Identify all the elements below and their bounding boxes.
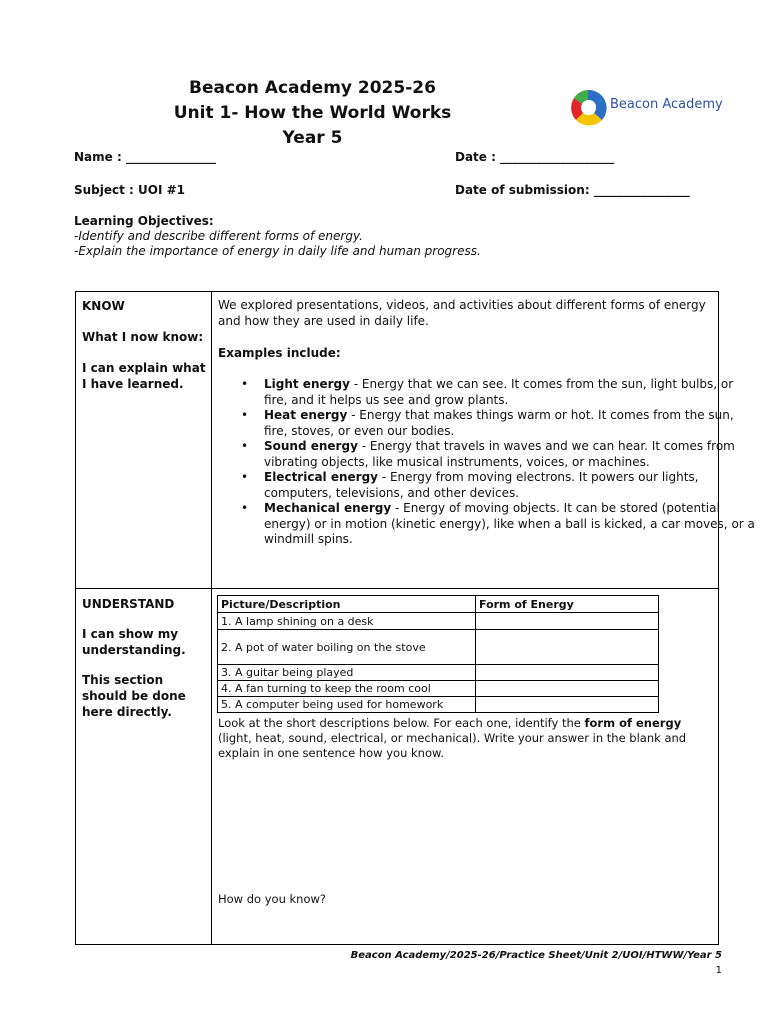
energy-list (218, 377, 759, 548)
answer-cell[interactable] (476, 630, 659, 665)
subject-field: Subject : UOI #1 (74, 183, 186, 197)
table-header-row (218, 596, 659, 613)
table-row (218, 665, 659, 681)
footer-text: Beacon Academy/2025-26/Practice Sheet/Unit 2/UOI/HTWW/Year 5 (350, 950, 722, 961)
submission-date-field[interactable]: Date of submission: ________________ (455, 183, 690, 197)
know-description: I can explain what I have learned. (82, 361, 206, 391)
know-intro: We explored presentations, videos, and activities about different forms of energy and how they are used in daily life. (218, 298, 706, 328)
column-header: Picture/Description (218, 596, 476, 613)
examples-title: Examples include: (218, 346, 341, 360)
description-cell: 4. A fan turning to keep the room cool (218, 681, 476, 697)
worksheet-table (75, 291, 755, 945)
date-field[interactable]: Date : ___________________ (455, 150, 615, 164)
column-divider (211, 292, 212, 944)
objective-item: -Explain the importance of energy in daily life and human progress. (74, 244, 481, 258)
document-title (140, 76, 485, 151)
understand-label: UNDERSTAND (82, 597, 175, 611)
list-item: • Sound energy - Energy that travels in waves and we can hear. It comes from vibrating objects, like musical instruments, voices, or machines. (264, 439, 759, 470)
list-item: • Heat energy - Energy that makes things warm or hot. It comes from the sun, fire, stoves, or even our bodies. (264, 408, 759, 439)
beacon-academy-logo (568, 86, 728, 130)
description-cell: 5. A computer being used for homework (218, 697, 476, 713)
objectives-title: Learning Objectives: (74, 214, 214, 228)
know-label: KNOW (82, 299, 125, 313)
instructions: Look at the short descriptions below. For each one, identify the form of energy (light, heat, sound, electrical, or mechanical). Write your answer in the blank and explain in one sentence how you know. (218, 716, 687, 760)
answer-cell[interactable] (476, 613, 659, 630)
energy-form-table (217, 595, 659, 713)
page-number: 1 (715, 965, 722, 976)
logo-text: Beacon Academy (610, 97, 723, 112)
logo-mark-icon (568, 86, 608, 130)
name-field[interactable]: Name : _______________ (74, 150, 216, 164)
answer-cell[interactable] (476, 681, 659, 697)
how-do-you-know-prompt: How do you know? (218, 892, 327, 906)
description-cell: 2. A pot of water boiling on the stove (218, 630, 476, 665)
know-subtitle: What I now know: (82, 330, 204, 344)
title-line-2: Unit 1- How the World Works (173, 103, 452, 123)
understand-subtitle: I can show my understanding. (82, 627, 186, 657)
understand-description: This section should be done here directly. (82, 673, 186, 719)
row-divider (76, 588, 718, 589)
list-item: • Light energy - Energy that we can see. It comes from the sun, light bulbs, or fire, and it helps us see and grow plants. (264, 377, 759, 408)
list-item: • Electrical energy - Energy from moving electrons. It powers our lights, computers, televisions, and other devices. (264, 470, 759, 501)
objective-item: -Identify and describe different forms of energy. (74, 229, 363, 243)
table-row (218, 697, 659, 713)
list-item: • Mechanical energy - Energy of moving objects. It can be stored (potential energy) or in motion (kinetic energy), like when a ball is kicked, a car moves, or a windmill spins. (264, 501, 759, 548)
description-cell: 3. A guitar being played (218, 665, 476, 681)
table-row (218, 630, 659, 665)
table-row (218, 613, 659, 630)
title-line-1: Beacon Academy 2025-26 (189, 78, 436, 98)
description-cell: 1. A lamp shining on a desk (218, 613, 476, 630)
answer-cell[interactable] (476, 665, 659, 681)
column-header: Form of Energy (476, 596, 659, 613)
table-row (218, 681, 659, 697)
answer-cell[interactable] (476, 697, 659, 713)
title-line-3: Year 5 (282, 128, 343, 148)
